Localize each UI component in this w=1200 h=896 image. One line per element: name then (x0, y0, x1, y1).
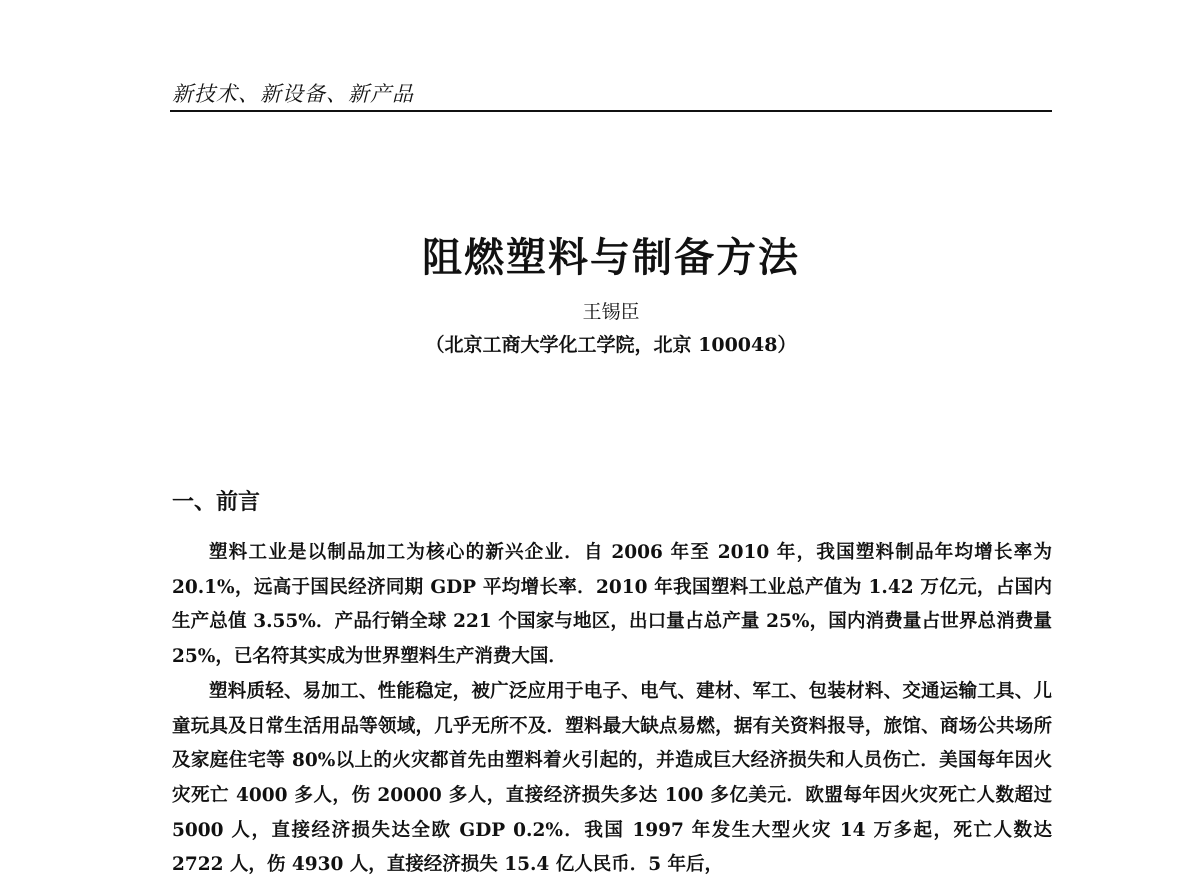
body-text (172, 536, 1052, 883)
paragraph-2: 塑料质轻、易加工、性能稳定，被广泛应用于电子、电气、建材、军工、包装材料、交通运输工具、儿童玩具及日常生活用品等领域，几乎无所不及．塑料最大缺点易燃，据有关资料报导，旅馆、商场公共场所及家庭住宅等 80%以上的火灾都首先由塑料着火引起的，并造成巨大经济损失和人员伤亡．美国每年因火灾死亡 4000 多人，伤 20000 多人，直接经济损失多达 100 多亿美元．欧盟每年因火灾死亡人数超过 5000 人，直接经济损失达全欧 GDP 0.2%．我国 1997 年发生大型火灾 14 万多起，死亡人数达 2722 人，伤 4930 人，直接经济损失 15.4 亿人民币．5 年后， (172, 680, 1052, 876)
article-author: 王锡臣 (582, 301, 640, 323)
article-title: 阻燃塑料与制备方法 (422, 235, 800, 281)
section-heading: 一、前言 (172, 490, 261, 515)
running-head: 新技术、新设备、新产品 (172, 82, 414, 106)
header-rule (170, 110, 1052, 112)
article-affiliation: （北京工商大学化工学院，北京 100048） (425, 334, 797, 356)
paragraph-1: 塑料工业是以制品加工为核心的新兴企业．自 2006 年至 2010 年，我国塑料制品年均增长率为 20.1%，远高于国民经济同期 GDP 平均增长率．2010 年我国塑料工业总产值为 1.42 万亿元，占国内生产总值 3.55%．产品行销全球 221 个国家与地区，出口量占总产量 25%，国内消费量占世界总消费量 25%，已名符其实成为世界塑料生产消费大国． (172, 542, 1052, 668)
